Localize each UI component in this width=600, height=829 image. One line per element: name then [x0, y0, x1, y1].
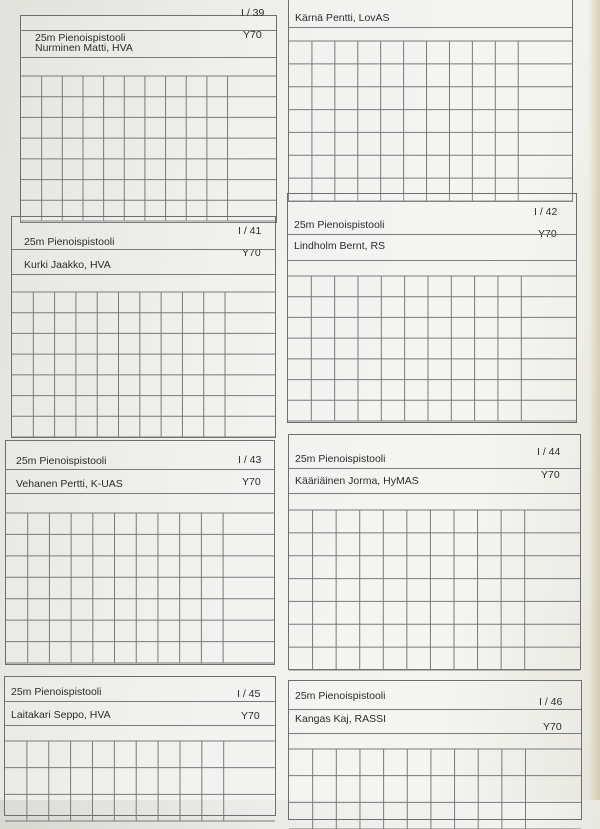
score-card — [4, 676, 276, 816]
score-grid — [6, 513, 274, 663]
event-title: 25m Pienoispistooli — [294, 219, 385, 231]
event-title: 25m Pienoispistooli — [11, 686, 102, 698]
divider — [12, 274, 275, 275]
grid-lines — [288, 276, 576, 421]
score-card — [288, 680, 582, 820]
grid-lines — [289, 41, 572, 201]
paper-edge — [588, 0, 600, 800]
divider — [6, 469, 274, 470]
divider — [289, 709, 581, 710]
event-title: 25m Pienoispistooli — [16, 455, 107, 467]
grid-lines — [6, 513, 274, 663]
score-grid — [21, 76, 276, 221]
score-grid — [289, 749, 581, 829]
score-card — [5, 440, 275, 665]
divider — [288, 260, 576, 261]
age-class: Y70 — [543, 721, 562, 733]
shooter-name: Laitakari Seppo, HVA — [11, 709, 111, 721]
score-grid — [289, 41, 572, 201]
score-grid — [5, 741, 275, 821]
score-grid — [289, 510, 580, 670]
shooter-name: Kurki Jaakko, HVA — [24, 259, 111, 271]
divider — [12, 249, 275, 250]
age-class: Y70 — [242, 247, 261, 259]
age-class: Y70 — [241, 710, 260, 722]
grid-lines — [21, 76, 276, 221]
divider — [289, 733, 581, 734]
divider — [289, 468, 580, 469]
divider — [289, 27, 572, 28]
score-card — [11, 216, 276, 438]
lane-number: I / 46 — [539, 696, 563, 708]
grid-lines — [12, 292, 275, 437]
age-class: Y70 — [538, 228, 557, 240]
divider — [288, 234, 576, 235]
shooter-name: Nurminen Matti, HVA — [35, 42, 133, 54]
lane-number: I / 39 — [241, 7, 265, 19]
event-title: 25m Pienoispistooli — [35, 32, 126, 44]
divider — [6, 493, 274, 494]
grid-lines — [289, 510, 580, 670]
score-card — [288, 0, 573, 202]
divider — [21, 57, 276, 58]
divider — [5, 701, 275, 702]
event-title: 25m Pienoispistooli — [24, 236, 115, 248]
age-class: Y70 — [243, 29, 262, 41]
age-class: Y70 — [242, 476, 261, 488]
lane-number: I / 43 — [238, 454, 262, 466]
score-grid — [12, 292, 275, 437]
shooter-name: Kääriäinen Jorma, HyMAS — [295, 475, 419, 487]
score-card — [287, 193, 577, 423]
event-title: 25m Pienoispistooli — [295, 453, 386, 465]
score-card — [288, 434, 581, 670]
divider — [289, 493, 580, 494]
shooter-name: Kärnä Pentti, LovAS — [295, 12, 390, 24]
divider — [21, 30, 276, 31]
shooter-name: Lindholm Bernt, RS — [294, 240, 386, 252]
score-card — [20, 7, 277, 223]
shooter-name: Kangas Kaj, RASSI — [295, 713, 387, 725]
divider — [5, 725, 275, 726]
grid-lines — [289, 749, 581, 829]
score-grid — [288, 276, 576, 421]
lane-number: I / 44 — [537, 446, 561, 458]
grid-lines — [5, 741, 275, 821]
lane-number: I / 42 — [534, 206, 558, 218]
event-title: 25m Pienoispistooli — [295, 690, 386, 702]
shooter-name: Vehanen Pertti, K-UAS — [16, 478, 123, 490]
lane-number: I / 41 — [238, 225, 262, 237]
age-class: Y70 — [541, 469, 560, 481]
lane-number: I / 45 — [237, 688, 261, 700]
